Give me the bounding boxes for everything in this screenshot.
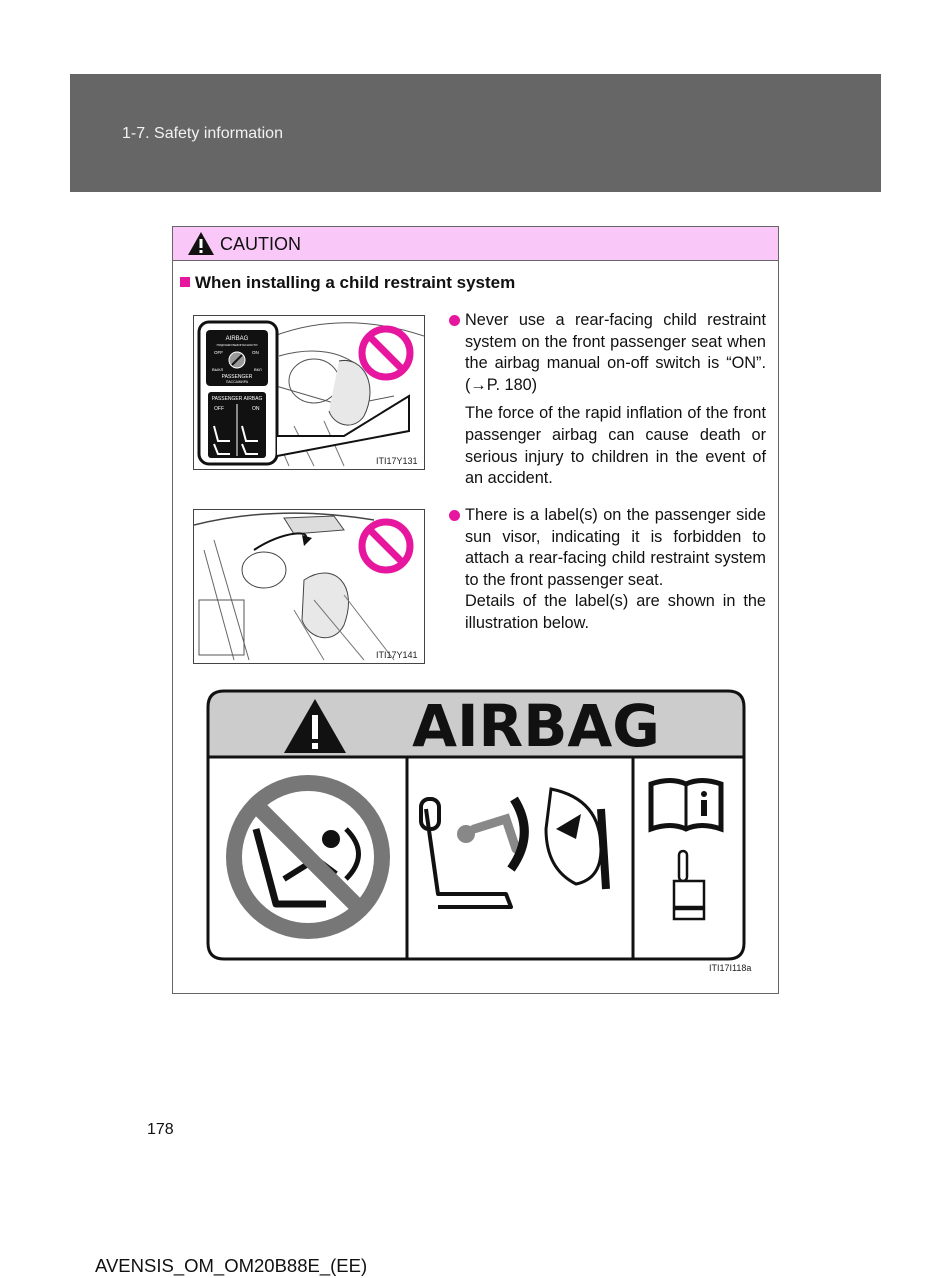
warning-triangle-icon — [187, 231, 215, 256]
page-header — [70, 74, 881, 192]
square-bullet-icon — [180, 277, 190, 287]
svg-text:OFF: OFF — [214, 406, 224, 412]
section-heading-text: When installing a child restraint system — [195, 273, 516, 292]
figure-code: ITI17I118a — [709, 963, 752, 973]
caution-header — [173, 227, 778, 261]
round-bullet-icon — [449, 315, 460, 326]
figure-code: ITI17Y131 — [376, 456, 418, 466]
read-manual-icon — [651, 781, 721, 830]
caution-label: CAUTION — [220, 234, 301, 254]
round-bullet-icon — [449, 510, 460, 521]
airbag-title: AIRBAG — [412, 692, 660, 760]
instruction-item-2 — [465, 505, 766, 635]
airbag-switch-drawing — [194, 316, 424, 469]
svg-text:ВЫКЛ: ВЫКЛ — [212, 367, 224, 372]
instruction-2-details: Details of the label(s) are shown in the illustration below. — [465, 592, 766, 632]
svg-text:ON: ON — [252, 350, 259, 355]
svg-text:ВКЛ: ВКЛ — [254, 367, 262, 372]
section-heading — [180, 273, 515, 293]
svg-text:ПОДУШКИ БЕЗОПАСНОСТИ: ПОДУШКИ БЕЗОПАСНОСТИ — [216, 343, 258, 347]
instruction-1-explanation: The force of the rapid inflation of the front passenger airbag can cause death or serious injury to children in the event of an accident. — [465, 404, 766, 488]
svg-text:AIRBAG: AIRBAG — [225, 336, 249, 342]
figure-code: ITI17Y141 — [376, 650, 418, 660]
instruction-2-text: There is a label(s) on the passenger side sun visor, indicating it is forbidden to attach a rear-facing child restraint system to the front passenger seat. — [465, 506, 766, 589]
document-id: AVENSIS_OM_OM20B88E_(EE) — [95, 1255, 368, 1276]
airbag-switch-illustration — [193, 315, 425, 470]
svg-text:PASSENGER AIRBAG: PASSENGER AIRBAG — [211, 396, 263, 402]
page-number: 178 — [147, 1121, 174, 1138]
svg-text:PASSENGER: PASSENGER — [221, 374, 253, 380]
svg-text:OFF: OFF — [214, 350, 223, 355]
instruction-item-1 — [465, 310, 766, 490]
instruction-1-text: Never use a rear-facing child restraint system on the front passenger seat when the airbag manual on-off switch is “ON”. (→P. 180) — [465, 311, 766, 394]
svg-text:ПАССАЖИРА: ПАССАЖИРА — [225, 380, 249, 384]
airbag-label-drawing — [206, 689, 746, 962]
sun-visor-illustration — [193, 509, 425, 664]
section-title: 1-7. Safety information — [122, 125, 283, 142]
caution-box — [172, 226, 779, 994]
sun-visor-drawing — [194, 510, 424, 663]
airbag-warning-label — [206, 689, 752, 973]
svg-text:ON: ON — [252, 406, 260, 412]
